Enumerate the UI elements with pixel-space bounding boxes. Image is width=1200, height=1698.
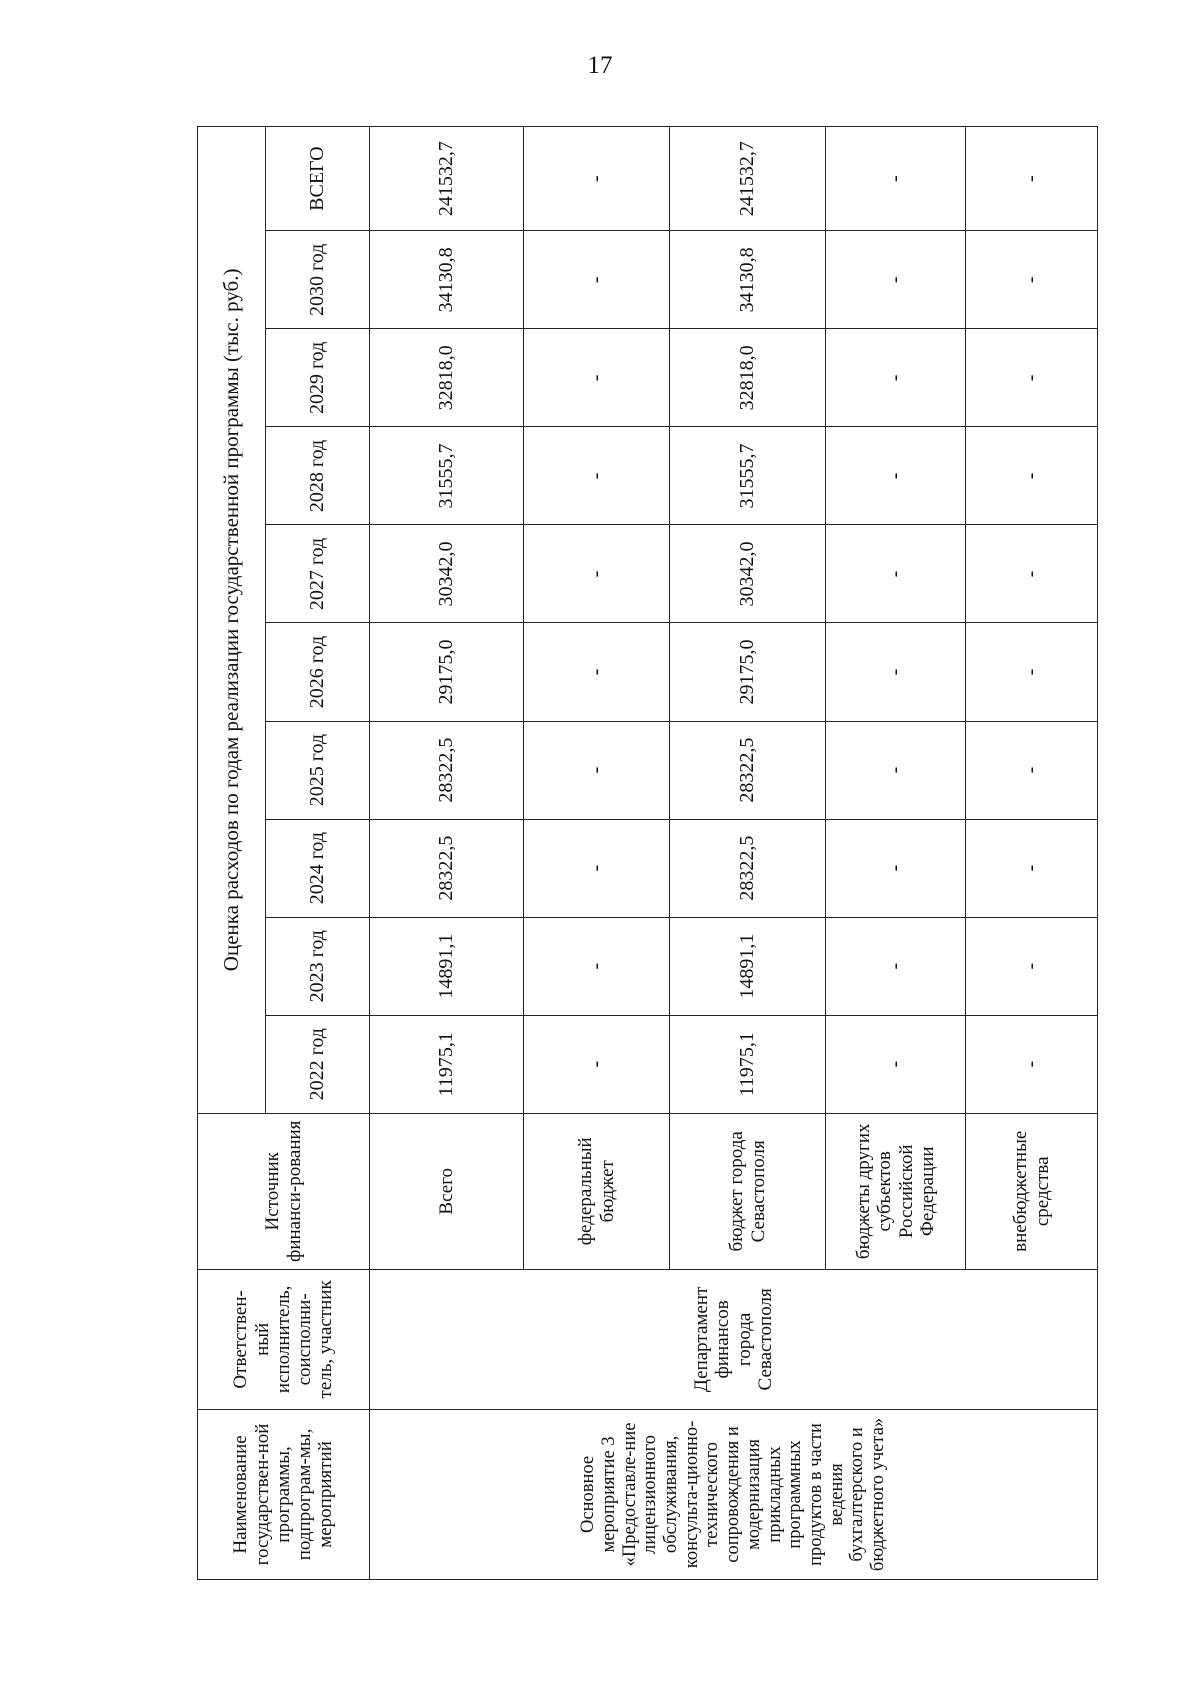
value-cell-total: - — [966, 127, 1098, 231]
value-cell: - — [826, 623, 966, 721]
header-year: 2022 год — [266, 1015, 370, 1113]
header-source-column: Источник финанси-рования — [198, 1113, 370, 1269]
header-name-column: Наименование государствен-ной программы, подпрограм-мы, мероприятий — [198, 1409, 370, 1579]
header-responsible-column: Ответствен-ный исполнитель, соисполни-тель, участник — [198, 1269, 370, 1409]
value-cell: - — [524, 1015, 670, 1113]
header-year: 2023 год — [266, 917, 370, 1015]
value-cell-total: 241532,7 — [370, 127, 524, 231]
value-cell: 32818,0 — [670, 329, 826, 427]
value-cell: - — [826, 329, 966, 427]
value-cell: - — [966, 231, 1098, 329]
value-cell: - — [826, 917, 966, 1015]
value-cell: - — [966, 525, 1098, 623]
header-estimate-title: Оценка расходов по годам реализации государственной программы (тыс. руб.) — [198, 127, 266, 1114]
value-cell: - — [966, 819, 1098, 917]
value-cell: - — [826, 721, 966, 819]
header-year: 2029 год — [266, 329, 370, 427]
header-year-total: ВСЕГО — [266, 127, 370, 231]
value-cell: 14891,1 — [670, 917, 826, 1015]
value-cell: - — [966, 917, 1098, 1015]
table-row — [370, 127, 524, 1580]
value-cell: 30342,0 — [370, 525, 524, 623]
source-cell: бюджеты других субъектов Российской Федерации — [826, 1113, 966, 1269]
value-cell: 34130,8 — [370, 231, 524, 329]
value-cell: 28322,5 — [370, 721, 524, 819]
value-cell: 11975,1 — [670, 1015, 826, 1113]
header-year: 2027 год — [266, 525, 370, 623]
value-cell: - — [524, 721, 670, 819]
table-wrapper — [197, 126, 1097, 1580]
source-cell: внебюджетные средства — [966, 1113, 1098, 1269]
header-year: 2026 год — [266, 623, 370, 721]
value-cell: 28322,5 — [670, 721, 826, 819]
value-cell: 28322,5 — [370, 819, 524, 917]
value-cell: - — [524, 819, 670, 917]
activity-responsible: Департамент финансов города Севастополя — [370, 1269, 1098, 1409]
page-number: 17 — [587, 52, 613, 79]
source-cell: бюджет города Севастополя — [670, 1113, 826, 1269]
value-cell: 31555,7 — [370, 427, 524, 525]
value-cell-total: - — [524, 127, 670, 231]
value-cell: - — [826, 427, 966, 525]
value-cell: - — [826, 525, 966, 623]
header-year: 2030 год — [266, 231, 370, 329]
value-cell: 34130,8 — [670, 231, 826, 329]
header-year: 2028 год — [266, 427, 370, 525]
value-cell: - — [524, 329, 670, 427]
value-cell: - — [524, 623, 670, 721]
source-cell: Всего — [370, 1113, 524, 1269]
value-cell: - — [966, 1015, 1098, 1113]
value-cell: - — [524, 231, 670, 329]
value-cell: 31555,7 — [670, 427, 826, 525]
value-cell-total: - — [826, 127, 966, 231]
value-cell: - — [966, 329, 1098, 427]
source-cell: федеральный бюджет — [524, 1113, 670, 1269]
value-cell: 28322,5 — [670, 819, 826, 917]
header-year: 2024 год — [266, 819, 370, 917]
value-cell: 29175,0 — [670, 623, 826, 721]
value-cell: - — [826, 231, 966, 329]
value-cell: - — [826, 819, 966, 917]
activity-name: Основное мероприятие 3 «Предоставле-ние лицензионного обслуживания, консульта-ционно-технического сопровождения и модернизация прикладных программных продуктов в части ведения бухгалтерского и бюджетного учета» — [370, 1409, 1098, 1579]
value-cell: - — [966, 427, 1098, 525]
value-cell-total: 241532,7 — [670, 127, 826, 231]
value-cell: 14891,1 — [370, 917, 524, 1015]
value-cell: 29175,0 — [370, 623, 524, 721]
value-cell: - — [524, 427, 670, 525]
value-cell: 30342,0 — [670, 525, 826, 623]
value-cell: 11975,1 — [370, 1015, 524, 1113]
value-cell: - — [524, 525, 670, 623]
budget-table — [197, 126, 1098, 1580]
value-cell: - — [966, 721, 1098, 819]
value-cell: - — [524, 917, 670, 1015]
value-cell: - — [826, 1015, 966, 1113]
value-cell: 32818,0 — [370, 329, 524, 427]
header-year: 2025 год — [266, 721, 370, 819]
value-cell: - — [966, 623, 1098, 721]
